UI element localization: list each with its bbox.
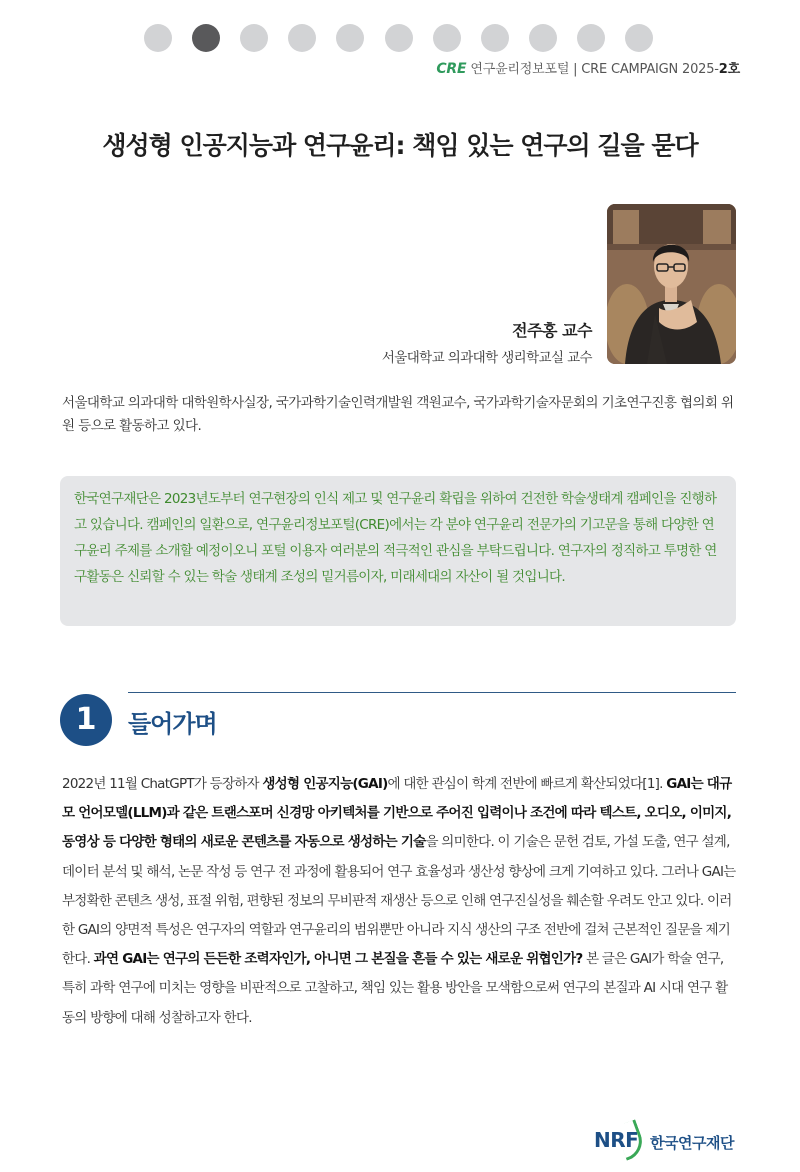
page-dot[interactable] bbox=[144, 24, 172, 52]
author-bio: 서울대학교 의과대학 대학원학사실장, 국가과학기술인력개발원 객원교수, 국가과학기술자문회의 기초연구진흥 협의회 위원 등으로 활동하고 있다. bbox=[62, 395, 734, 434]
portal-name: 연구윤리정보포털 bbox=[470, 62, 570, 77]
body-text-segment: 을 의미한다. 이 기술은 문헌 검토, 가설 도출, 연구 설계, 데이터 분석 및 해석, 논문 작성 등 연구 전 과정에 활용되어 연구 효율성과 생산성 향상에 크게 기여하고 있다. 그러나 GAI는 부정확한 콘텐츠 생성, 표절 위험, 편향된 정보의 무비판적 재생산 등으로 인해 연구진실성을 훼손할 우려도 안고 있다. 이러한 GAI의 양면적 특성은 연구자의 역할과 연구윤리의 범위뿐만 아니라 지식 생산의 구조 전반에 걸쳐 근본적인 질문을 제기한다. bbox=[62, 834, 736, 968]
body-text-segment: 에 대한 관심이 학계 전반에 빠르게 확산되었다[1]. bbox=[387, 776, 667, 792]
body-emphasis: GAI는 대규모 언어모델(LLM)과 같은 트랜스포머 신경망 아키텍처를 기반으로 주어진 입력이나 조건에 따라 텍스트, 오디오, 이미지, 동영상 등 다양한 형태의 새로운 콘텐츠를 자동으로 생성하는 기술 bbox=[62, 776, 732, 851]
page-dot[interactable] bbox=[481, 24, 509, 52]
section-number-badge: 1 bbox=[60, 694, 112, 746]
section-body bbox=[62, 770, 738, 1033]
page-dot[interactable] bbox=[577, 24, 605, 52]
header-portal-line bbox=[436, 58, 740, 77]
body-text-segment: 2022년 11월 ChatGPT가 등장하자 bbox=[62, 776, 263, 792]
page-dot[interactable] bbox=[288, 24, 316, 52]
nrf-mark-text: NRF bbox=[594, 1128, 639, 1152]
section-divider bbox=[128, 692, 736, 693]
page-indicator bbox=[0, 24, 800, 52]
page-dot[interactable] bbox=[192, 24, 220, 52]
body-emphasis: 생성형 인공지능(GAI) bbox=[262, 776, 388, 792]
author-portrait-illustration bbox=[607, 204, 736, 364]
author-name: 전주홍 교수 bbox=[512, 321, 592, 340]
page-dot[interactable] bbox=[625, 24, 653, 52]
issue-number: 2호 bbox=[718, 62, 740, 77]
campaign-notice-box bbox=[60, 476, 736, 626]
page-dot[interactable] bbox=[336, 24, 364, 52]
header-separator: | bbox=[573, 62, 578, 77]
section-title: 들어가며 bbox=[128, 710, 217, 738]
page-dot[interactable] bbox=[385, 24, 413, 52]
body-emphasis: 과연 GAI는 연구의 든든한 조력자인가, 아니면 그 본질을 흔들 수 있는 새로운 위협인가? bbox=[93, 951, 583, 968]
page-dot[interactable] bbox=[240, 24, 268, 52]
page-dot[interactable] bbox=[529, 24, 557, 52]
nrf-org-name: 한국연구재단 bbox=[650, 1134, 734, 1152]
nrf-logo bbox=[594, 1124, 744, 1164]
body-text-segment: 본 글은 GAI가 학술 연구, 특히 과학 연구에 미치는 영향을 비판적으로 고찰하고, 책임 있는 활용 방안을 모색함으로써 연구의 본질과 AI 시대 연구 활동의 방향에 대해 성찰하고자 한다. bbox=[62, 951, 728, 1026]
campaign-label: CRE CAMPAIGN 2025- bbox=[581, 62, 719, 77]
campaign-notice-text: 한국연구재단은 2023년도부터 연구현장의 인식 제고 및 연구윤리 확립을 위하여 건전한 학술생태계 캠페인을 진행하고 있습니다. 캠페인의 일환으로, 연구윤리정보포털(CRE)에서는 각 분야 연구윤리 전문가의 기고문을 통해 다양한 연구윤리 주제를 소개할 예정이오니 포털 이용자 여러분의 적극적인 관심을 부탁드립니다. 연구자의 정직하고 투명한 연구활동은 신뢰할 수 있는 학술 생태계 조성의 밑거름이자, 미래세대의 자산이 될 것입니다. bbox=[74, 491, 717, 585]
author-photo bbox=[607, 204, 736, 364]
author-affiliation: 서울대학교 의과대학 생리학교실 교수 bbox=[381, 350, 592, 366]
cre-logo: CRE bbox=[436, 61, 467, 77]
nrf-swoosh-icon bbox=[615, 1119, 648, 1160]
page-dot[interactable] bbox=[433, 24, 461, 52]
article-title: 생성형 인공지능과 연구윤리: 책임 있는 연구의 길을 묻다 bbox=[102, 131, 698, 160]
nrf-mark bbox=[594, 1128, 638, 1152]
